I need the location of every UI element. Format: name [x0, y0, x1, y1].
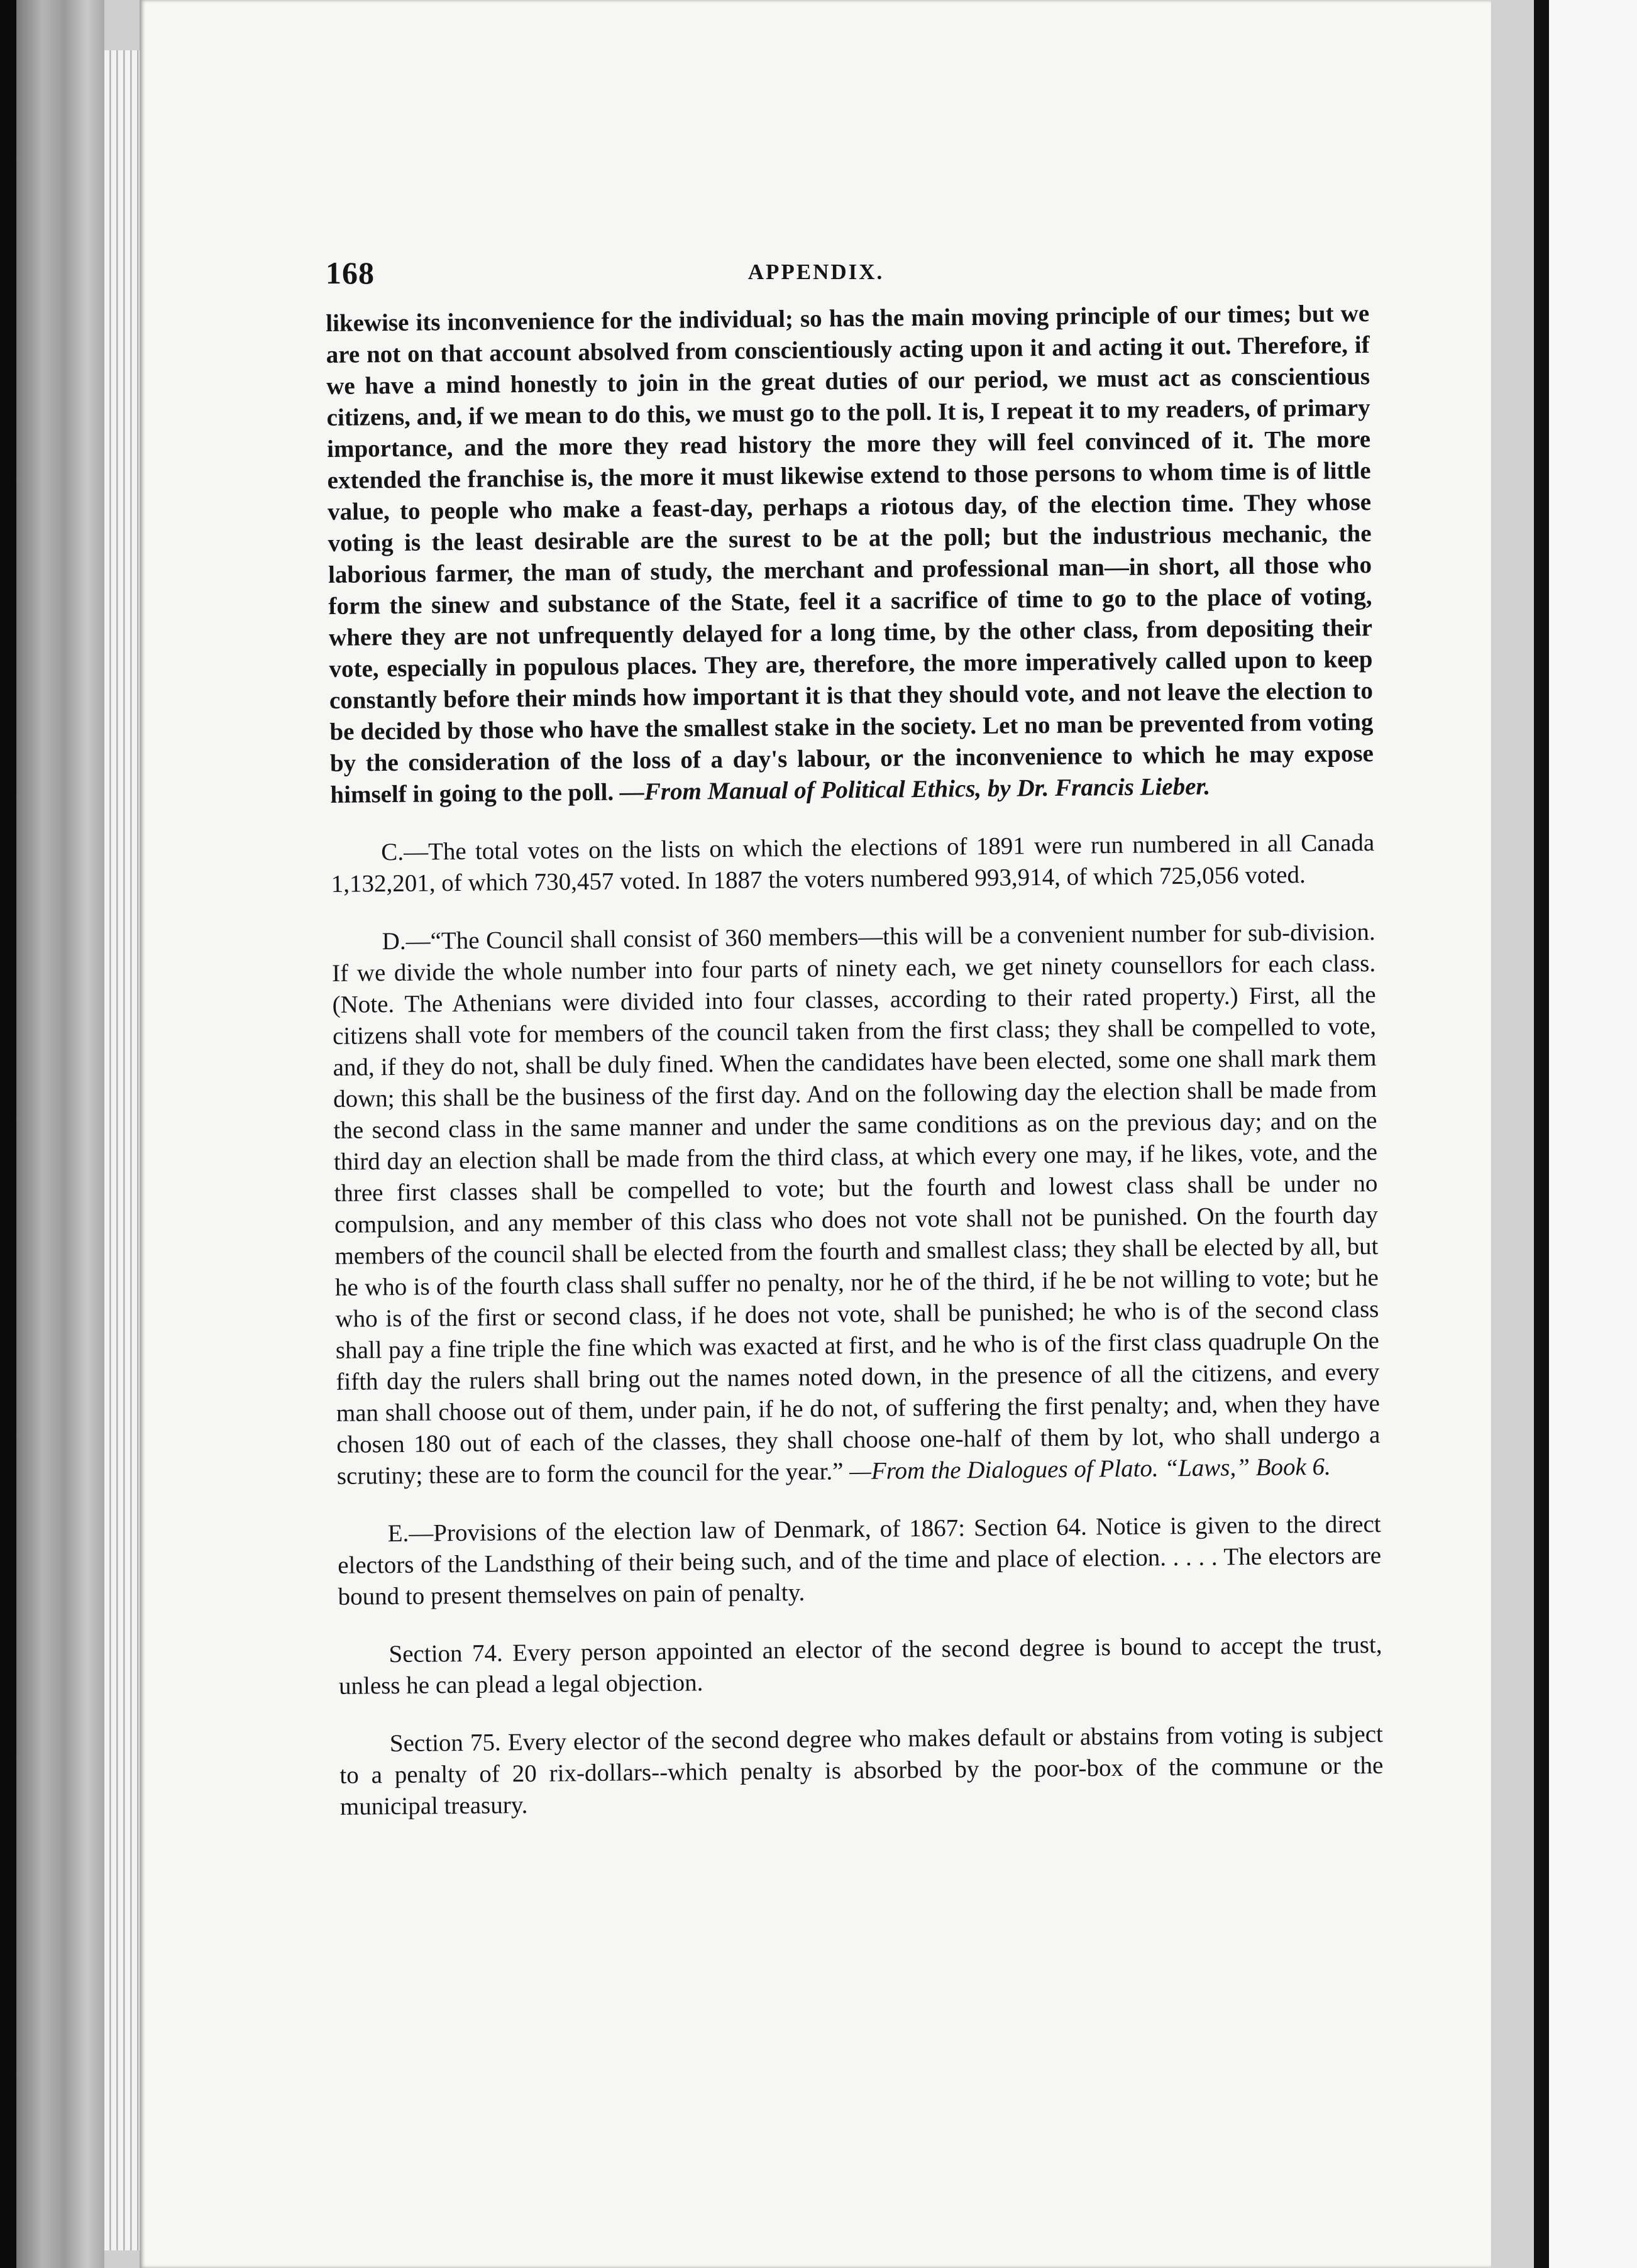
- source-citation: —From the Dialogues of Plato. “Laws,” Book 6.: [849, 1453, 1331, 1485]
- scan-background-right: [1549, 0, 1637, 2268]
- paragraph-text: Section 75. Every elector of the second degree who makes default or abstains from voting is subject to a penalty of 20 rix-dollars--which penalty is absorbed by the poor-box of the commune or the municipal treasury.: [339, 1720, 1384, 1820]
- book-spine-shadow: [16, 0, 104, 2268]
- page-number: 168: [326, 255, 375, 290]
- page-edges: [104, 50, 142, 2250]
- paragraph-section-74: [338, 1629, 1382, 1702]
- paragraph-e: [337, 1509, 1381, 1613]
- paragraph-section-75: [339, 1719, 1384, 1823]
- paragraph-text: likewise its inconvenience for the individual; so has the main moving principle of our times; but we are not on that account absolved from conscientiously acting upon it and acting it out. Therefore, if we have a mind honestly to join in the great duties of our period, we must act as conscientious citizens, and, if we mean to do this, we must go to the poll. It is, I repeat it to my readers, of primary importance, and the more they read history the more they will feel convinced of it. The more extended the franchise is, the more it must likewise extend to those persons to whom time is of little value, to people who make a feast-day, perhaps a riotous day, of the election time. They whose voting is the least desirable are the surest to be at the poll; but the industrious mechanic, the laborious farmer, the man of study, the merchant and professional man—in short, all those who form the sinew and substance of the State, feel it a sacrifice of time to go to the place of voting, where they are not unfrequently delayed for a long time, by the other class, from depositing their vote, especially in populous places. They are, therefore, the more imperatively called upon to keep constantly before their minds how important it is that they should vote, and not leave the election to be decided by those who have the smallest stake in the society. Let no man be prevented from voting by the consideration of the loss of a day's labour, or the inconvenience to which he may expose himself in going to the poll.: [326, 300, 1374, 808]
- paragraph-text: D.—“The Council shall consist of 360 members—this will be a convenient number for sub-division. If we divide the whole number into four parts of ninety each, we get ninety counsellors for each class. (Note. The Athenians were divided into four classes, according to their rated property.) First, all the citizens shall vote for members of the council taken from the first class; they shall be compelled to vote, and, if they do not, shall be duly fined. When the candidates have been elected, some one shall mark them down; this shall be the business of the first day. And on the following day the election shall be made from the second class in the same manner and under the same conditions as on the previous day; and on the third day an election shall be made from the third class, at which every one may, if he likes, vote, and the three first classes shall be compelled to vote; but the fourth and lowest class shall be under no compulsion, and any member of this class who does not vote shall not be punished. On the fourth day members of the council shall be elected from the fourth and smallest class; they shall be elected by all, but he who is of the fourth class shall suffer no penalty, nor he of the third, if he be not willing to vote; but he who is of the first or second class, if he does not vote, shall be punished; he who is of the second class shall pay a fine triple the fine which was exacted at first, and he who is of the first class quadruple On the fifth day the rulers shall bring out the names noted down, in the presence of all the citizens, and every man shall choose out of them, under pain, if he do not, of suffering the first penalty; and, when they have chosen 180 out of each of the classes, they shall choose one-half of them by lot, who shall undergo a scrutiny; these are to form the council for the year.”: [331, 918, 1381, 1490]
- source-citation: —From Manual of Political Ethics, by Dr. Francis Lieber.: [619, 773, 1211, 806]
- scan-border-right: [1534, 0, 1549, 2268]
- paragraph-d: [331, 917, 1381, 1492]
- running-head: [326, 255, 1306, 299]
- paragraph-text: E.—Provisions of the election law of Denmark, of 1867: Section 64. Notice is given to the direct electors of the Landsthing of their being such, and of the time and place of election. . . . . The electors are bound to present themselves on pain of penalty.: [337, 1510, 1382, 1610]
- body-text: [326, 298, 1384, 1849]
- running-title: APPENDIX.: [747, 260, 885, 284]
- scan-border-left: [0, 0, 16, 2268]
- paragraph-text: C.—The total votes on the lists on which the elections of 1891 were run numbered in all Canada 1,132,201, of which 730,457 voted. In 1887 the voters numbered 993,914, of which 725,056 voted.: [331, 829, 1375, 898]
- paragraph-text: Section 74. Every person appointed an elector of the second degree is bound to accept the trust, unless he can plead a legal objection.: [338, 1631, 1382, 1700]
- paragraph-c: [331, 827, 1375, 900]
- paragraph-lieber-excerpt: [326, 298, 1374, 811]
